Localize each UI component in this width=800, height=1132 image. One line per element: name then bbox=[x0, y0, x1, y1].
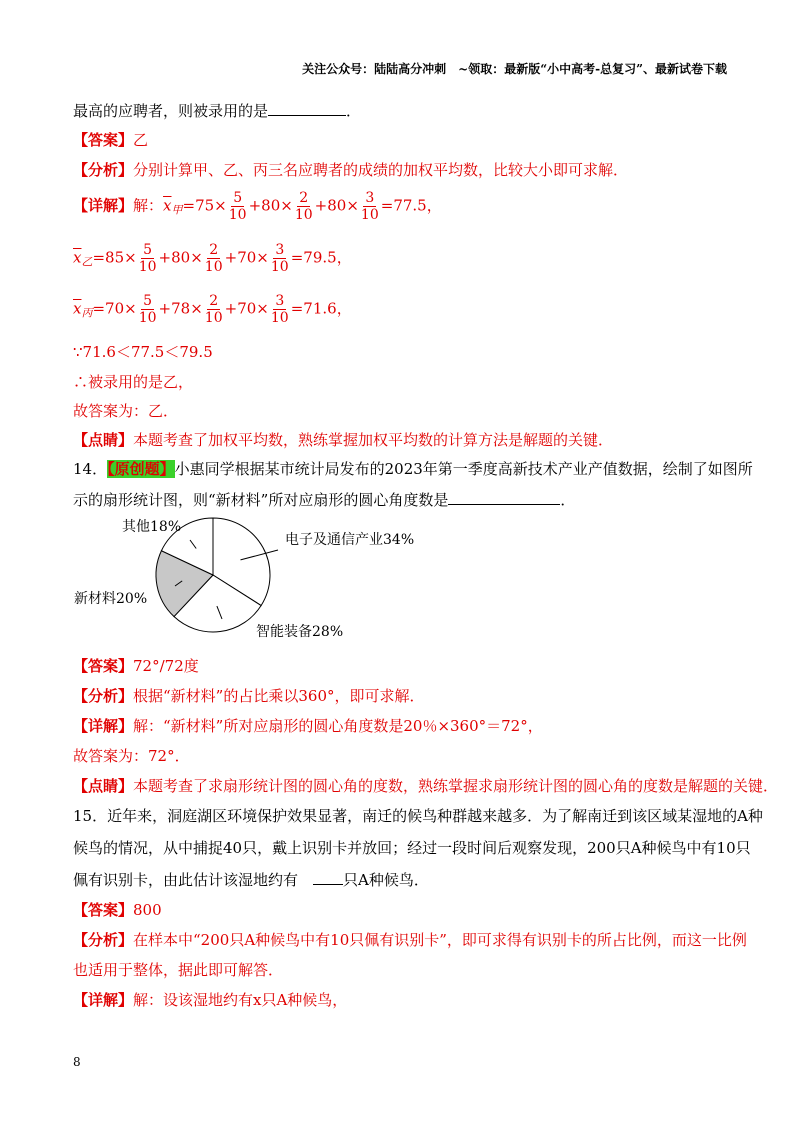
q13-detail-eq3: $\overline{x}_丙=70\times$ $\frac{5}{10}$ +78× $\frac{2}{10}$ +70× $\frac{3}{10}$ =71.6， bbox=[73, 293, 352, 326]
q13-analysis: 【分析】分别计算甲、乙、丙三名应聘者的成绩的加权平均数，比较大小即可求解． bbox=[73, 161, 629, 179]
q14-question-line2: 示的扇形统计图，则“新材料”所对应扇形的圆心角度数是 ． bbox=[73, 491, 576, 509]
q14-analysis: 【分析】根据“新材料”的占比乘以360°，即可求解． bbox=[73, 687, 425, 705]
q13-detail-eq1: 【详解】解：$\overline{x}_甲=75\times$ $\frac{5}{10}$ +80× $\frac{2}{10}$ +80× $\frac{3}{10}$ =77.5， bbox=[73, 190, 442, 223]
q13-detail-eq2: $\overline{x}_乙=85\times$ $\frac{5}{10}$ +80× $\frac{2}{10}$ +70× $\frac{3}{10}$ =79.5， bbox=[73, 242, 352, 275]
q13-comment: 【点睛】本题考查了加权平均数，熟练掌握加权平均数的计算方法是解题的关键． bbox=[73, 431, 614, 449]
q14-final: 故答案为：72°． bbox=[73, 747, 190, 765]
answer-blank bbox=[268, 101, 346, 116]
q15-question-line2: 候鸟的情况，从中捕捉40只，戴上识别卡并放回；经过一段时间后观察发现，200只A种候鸟中有10只 bbox=[73, 839, 751, 857]
q13-answer: 【答案】乙 bbox=[73, 131, 149, 149]
q15-question-line1: 15．近年来，洞庭湖区环境保护效果显著，南迁的候鸟种群越来越多．为了解南迁到该区域某湿地的A种 bbox=[73, 807, 763, 825]
pie-label-smart-equipment: 智能装备28% bbox=[256, 624, 344, 640]
pie-label-electronics: 电子及通信产业34% bbox=[285, 532, 415, 548]
pie-label-new-materials: 新材料20% bbox=[74, 591, 148, 607]
original-question-tag: 【原创题】 bbox=[107, 460, 175, 478]
q15-detail: 【详解】解：设该湿地约有x只A种候鸟， bbox=[73, 991, 348, 1009]
q13-conclusion: ∴被录用的是乙， bbox=[73, 373, 194, 391]
answer-blank bbox=[448, 490, 560, 505]
page-number: 8 bbox=[73, 1055, 81, 1069]
pie-label-other: 其他18% bbox=[122, 519, 182, 535]
q14-detail: 【详解】解：“新材料”所对应扇形的圆心角度数是20％×360°＝72°， bbox=[73, 717, 543, 735]
q14-question-line1: 14．【原创题】小惠同学根据某市统计局发布的2023年第一季度高新技术产业产值数据，绘制了如图所 bbox=[73, 460, 753, 478]
page-header: 关注公众号：陆陆高分冲刺 ~领取：最新版“小中高考-总复习”、最新试卷下载 bbox=[302, 62, 727, 76]
q15-analysis-line1: 【分析】在样本中“200只A种候鸟中有10只佩有识别卡”，即可求得有识别卡的所占比例，而这一比例 bbox=[73, 931, 747, 949]
q13-compare: ∵71.6＜77.5＜79.5 bbox=[73, 343, 213, 361]
answer-blank bbox=[313, 870, 343, 885]
q14-answer: 【答案】72°/72度 bbox=[73, 657, 199, 675]
q15-analysis-line2: 也适用于整体，据此即可解答． bbox=[73, 961, 284, 979]
pie-chart bbox=[60, 512, 420, 644]
q15-answer: 【答案】800 bbox=[73, 901, 162, 919]
q14-comment: 【点睛】本题考查了求扇形统计图的圆心角的度数，熟练掌握求扇形统计图的圆心角的度数是解题的关键． bbox=[73, 777, 779, 795]
q13-question-tail: 最高的应聘者，则被录用的是 ． bbox=[73, 102, 362, 120]
q13-final: 故答案为：乙． bbox=[73, 402, 179, 420]
q15-question-line3: 佩有识别卡，由此估计该湿地约有 只A种候鸟． bbox=[73, 871, 429, 889]
